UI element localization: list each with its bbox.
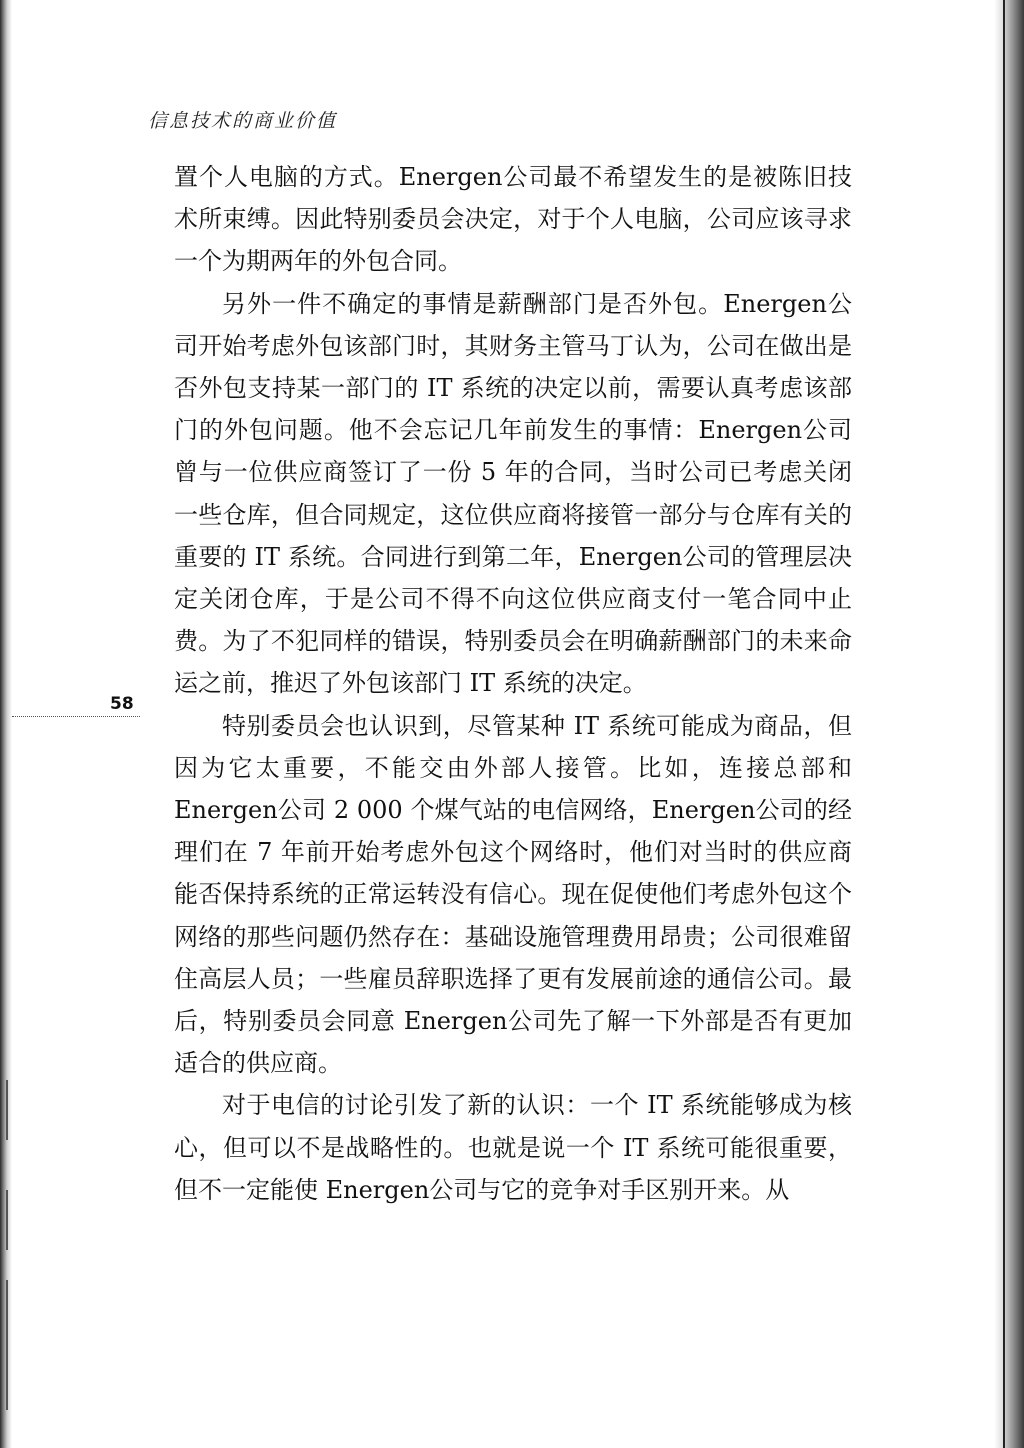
paragraph: 特别委员会也认识到，尽管某种 IT 系统可能成为商品，但因为它太重要，不能交由外部人接管。比如，连接总部和 Energen公司 2 000 个煤气站的电信网络，Energen公司的经理们在 7 年前开始考虑外包这个网络时，他们对当时的供应商能否保持系统的正常运转没有信心。现在促使他们考虑外包这个网络的那些问题仍然存在：基础设施管理费用昂贵；公司很难留住高层人员；一些雇员辞职选择了更有发展前途的通信公司。最后，特别委员会同意 Energen公司先了解一下外部是否有更加适合的供应商。 xyxy=(174,711,852,1078)
page-number-rule xyxy=(12,716,140,717)
scan-binding-line xyxy=(1003,0,1005,1448)
margin-mark xyxy=(6,1190,8,1250)
paragraph: 对于电信的讨论引发了新的认识：一个 IT 系统能够成为核心，但可以不是战略性的。也就是说一个 IT 系统可能很重要，但不一定能使 Energen公司与它的竞争对手区别开来。从 xyxy=(174,1091,852,1204)
page-number: 58 xyxy=(110,694,134,714)
margin-mark xyxy=(6,1280,8,1410)
paragraph: 另外一件不确定的事情是薪酬部门是否外包。Energen公司开始考虑外包该部门时，其财务主管马丁认为，公司在做出是否外包支持某一部门的 IT 系统的决定以前，需要认真考虑该部门的外包问题。他不会忘记几年前发生的事情：Energen公司曾与一位供应商签订了一份 5 年的合同，当时公司已考虑关闭一些仓库，但合同规定，这位供应商将接管一部分与仓库有关的重要的 IT 系统。合同进行到第二年，Energen公司的管理层决定关闭仓库，于是公司不得不向这位供应商支付一笔合同中止费。为了不犯同样的错误，特别委员会在明确薪酬部门的未来命运之前，推迟了外包该部门 IT 系统的决定。 xyxy=(174,289,852,698)
scan-right-edge xyxy=(994,0,1024,1448)
running-header: 信息技术的商业价值 xyxy=(148,110,338,132)
paragraph: 置个人电脑的方式。Energen公司最不希望发生的是被陈旧技术所束缚。因此特别委员会决定，对于个人电脑，公司应该寻求一个为期两年的外包合同。 xyxy=(174,163,852,276)
margin-mark xyxy=(6,1080,8,1140)
body-text xyxy=(174,156,852,1211)
